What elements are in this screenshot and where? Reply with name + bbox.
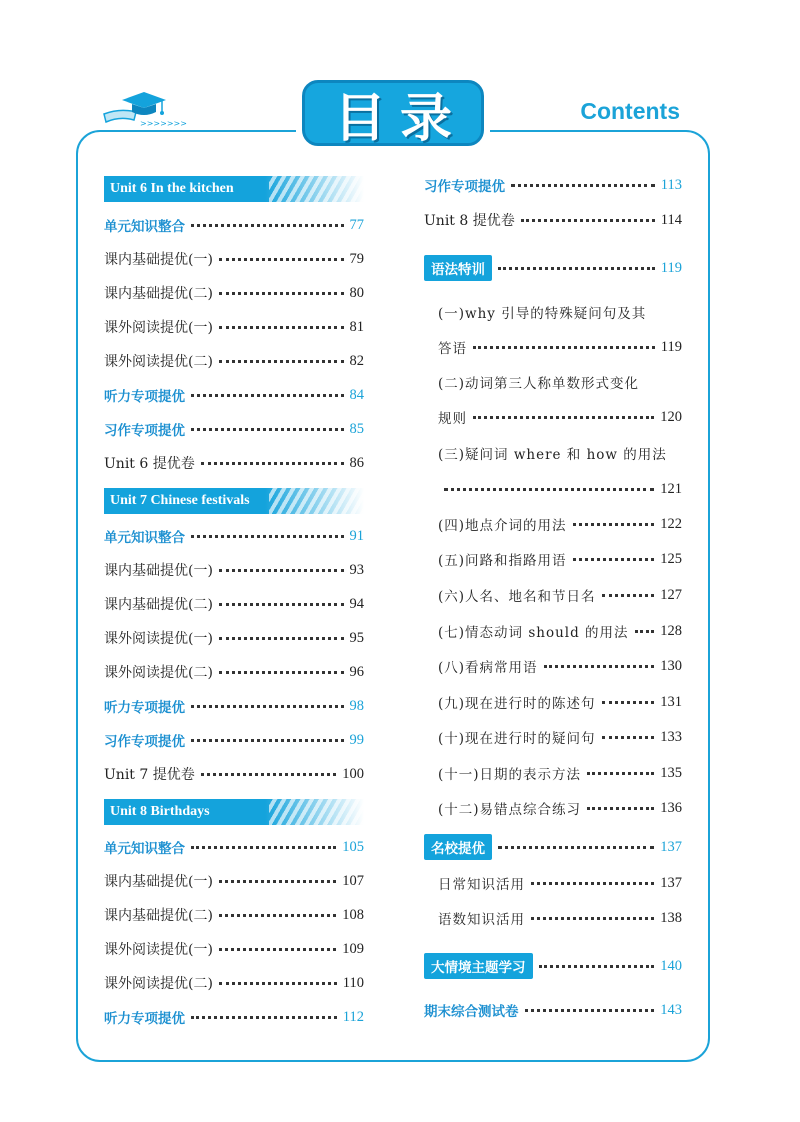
unit-banner (104, 799, 364, 825)
page-number: 96 (349, 663, 364, 680)
page-number: 125 (660, 550, 682, 567)
toc-entry[interactable] (438, 907, 682, 929)
page-number: 107 (342, 872, 364, 889)
entry-label: 单元知识整合 (104, 530, 185, 546)
toc-entry[interactable] (104, 870, 364, 892)
page-number: 99 (349, 731, 364, 748)
dot-leader (191, 428, 344, 431)
dot-leader (219, 360, 344, 363)
dot-leader (498, 846, 654, 849)
entry-label: (七)情态动词 should 的用法 (438, 625, 629, 641)
toc-entry[interactable] (104, 661, 364, 683)
dot-leader (201, 462, 344, 465)
page-number: 138 (660, 909, 682, 926)
section-tag: 语法特训 (424, 255, 492, 281)
entry-label: (四)地点介词的用法 (438, 518, 567, 534)
toc-entry[interactable] (438, 478, 682, 500)
dot-leader (219, 569, 344, 572)
toc-entry[interactable] (104, 384, 364, 406)
toc-entry[interactable] (438, 872, 682, 894)
toc-entry[interactable] (104, 525, 364, 547)
dot-leader (573, 558, 655, 561)
page-number: 108 (342, 906, 364, 923)
toc-entry[interactable] (104, 452, 364, 474)
entry-label: (一)why 引导的特殊疑问句及其 (438, 306, 647, 322)
page-number: 98 (349, 697, 364, 714)
dot-leader (219, 948, 336, 951)
dot-leader (219, 258, 344, 261)
page-number: 110 (342, 974, 364, 991)
toc-entry[interactable] (438, 371, 682, 393)
dot-leader (219, 671, 344, 674)
toc-entry[interactable] (104, 836, 364, 858)
toc-entry[interactable] (104, 763, 364, 785)
page-number: 120 (660, 408, 682, 425)
page-number: 140 (660, 957, 682, 974)
entry-label: 课外阅读提优(一) (104, 320, 213, 336)
toc-entry[interactable] (104, 729, 364, 751)
page-number: 79 (349, 250, 364, 267)
entry-label: (六)人名、地名和节日名 (438, 589, 596, 605)
dot-leader (219, 982, 337, 985)
toc-entry[interactable] (104, 938, 364, 960)
page-number: 77 (349, 216, 364, 233)
page-number: 85 (349, 420, 364, 437)
toc-entry[interactable] (438, 548, 682, 570)
entry-label: 规则 (438, 411, 467, 427)
toc-entry[interactable] (438, 336, 682, 358)
entry-label: 课外阅读提优(二) (104, 976, 213, 992)
dot-leader (602, 736, 655, 739)
entry-label: 单元知识整合 (104, 841, 185, 857)
page-number: 93 (349, 561, 364, 578)
page-number: 105 (342, 838, 364, 855)
dot-leader (191, 846, 336, 849)
page-number: 143 (660, 1001, 682, 1018)
page-number: 137 (660, 838, 682, 855)
entry-label: (十)现在进行时的疑问句 (438, 731, 596, 747)
dot-leader (602, 594, 655, 597)
dot-leader (191, 705, 344, 708)
entry-label: 课外阅读提优(二) (104, 354, 213, 370)
dot-leader (587, 772, 654, 775)
dot-leader (191, 535, 344, 538)
page-number: 122 (660, 515, 682, 532)
dot-leader (191, 1016, 337, 1019)
page-number: 80 (349, 284, 364, 301)
toc-entry[interactable] (438, 797, 682, 819)
page-number: 112 (342, 1008, 364, 1025)
toc-entry[interactable] (438, 442, 682, 464)
entry-label: 习作专项提优 (104, 734, 185, 750)
toc-entry[interactable] (438, 726, 682, 748)
toc-entry[interactable] (104, 282, 364, 304)
toc-entry[interactable] (438, 513, 682, 535)
entry-label: (十一)日期的表示方法 (438, 767, 582, 783)
toc-entry[interactable] (104, 972, 364, 994)
dot-leader (587, 807, 654, 810)
page-number: 114 (660, 211, 682, 228)
entry-label: Unit 7 提优卷 (104, 767, 195, 783)
dot-leader (573, 523, 655, 526)
contents-subtitle: Contents (580, 98, 680, 124)
unit-banner (104, 488, 364, 514)
entry-label: 课内基础提优(二) (104, 908, 213, 924)
unit-banner (104, 176, 364, 202)
page-number: 131 (660, 693, 682, 710)
dot-leader (539, 965, 655, 968)
toc-entry[interactable] (424, 174, 682, 196)
page-number: 127 (660, 586, 682, 603)
dot-leader (521, 219, 655, 222)
entry-label: 课外阅读提优(一) (104, 631, 213, 647)
toc-section-row[interactable] (424, 835, 682, 859)
toc-entry[interactable] (424, 209, 682, 231)
unit-banner-title: Unit 8 Birthdays (110, 804, 210, 819)
page-number: 119 (660, 338, 682, 355)
dot-leader (201, 773, 337, 776)
entry-label: (三)疑问词 where 和 how 的用法 (438, 447, 667, 463)
dot-leader (498, 267, 655, 270)
page-number: 135 (660, 764, 682, 781)
toc-entry[interactable] (438, 655, 682, 677)
toc-entry[interactable] (104, 350, 364, 372)
toc-section-row[interactable] (424, 256, 682, 280)
entry-label: 课内基础提优(二) (104, 286, 213, 302)
entry-label: (五)问路和指路用语 (438, 553, 567, 569)
dot-leader (191, 394, 344, 397)
dot-leader (219, 603, 344, 606)
dot-leader (191, 739, 344, 742)
page-number: 109 (342, 940, 364, 957)
section-tag: 名校提优 (424, 834, 492, 860)
dot-leader (219, 326, 344, 329)
entry-label: 听力专项提优 (104, 700, 185, 716)
entry-label: 听力专项提优 (104, 389, 185, 405)
page-number: 95 (349, 629, 364, 646)
page-title: 目录 (333, 88, 466, 149)
entry-label: Unit 6 提优卷 (104, 456, 195, 472)
dot-leader (219, 292, 344, 295)
dot-leader (473, 416, 654, 419)
svg-text:>>>>>>>: >>>>>>> (140, 119, 187, 128)
dot-leader (531, 882, 654, 885)
toc-entry[interactable] (438, 762, 682, 784)
dot-leader (544, 665, 655, 668)
toc-entry[interactable] (104, 593, 364, 615)
toc-entry[interactable] (104, 248, 364, 270)
toc-entry[interactable] (104, 627, 364, 649)
entry-label: 课内基础提优(一) (104, 874, 213, 890)
dot-leader (219, 880, 336, 883)
entry-label: 课外阅读提优(二) (104, 665, 213, 681)
section-tag: 大情境主题学习 (424, 953, 533, 979)
page-number: 84 (349, 386, 364, 403)
entry-label: 课内基础提优(二) (104, 597, 213, 613)
toc-entry[interactable] (104, 316, 364, 338)
dot-leader (219, 914, 336, 917)
page-number: 100 (342, 765, 364, 782)
page-number: 81 (349, 318, 364, 335)
page-number: 113 (660, 176, 682, 193)
entry-label: 课内基础提优(一) (104, 252, 213, 268)
entry-label: 答语 (438, 341, 467, 357)
dot-leader (511, 184, 655, 187)
unit-banner-title: Unit 7 Chinese festivals (110, 493, 250, 508)
page-number: 136 (660, 799, 682, 816)
entry-label: 日常知识活用 (438, 877, 525, 893)
page-number: 86 (349, 454, 364, 471)
toc-entry[interactable] (438, 584, 682, 606)
toc-entry[interactable] (104, 695, 364, 717)
page-number: 94 (349, 595, 364, 612)
page-number: 133 (660, 728, 682, 745)
title-box (302, 80, 484, 149)
toc-entry[interactable] (438, 691, 682, 713)
toc-entry[interactable] (104, 214, 364, 236)
entry-label: (九)现在进行时的陈述句 (438, 696, 596, 712)
entry-label: 单元知识整合 (104, 219, 185, 235)
dot-leader (444, 488, 654, 491)
toc-entry[interactable] (424, 999, 682, 1021)
entry-label: (八)看病常用语 (438, 660, 538, 676)
page-number: 130 (660, 657, 682, 674)
entry-label: (二)动词第三人称单数形式变化 (438, 376, 640, 392)
dot-leader (473, 346, 655, 349)
dot-leader (531, 917, 654, 920)
dot-leader (191, 224, 344, 227)
page-number: 119 (660, 259, 682, 276)
entry-label: 习作专项提优 (104, 423, 185, 439)
dot-leader (602, 701, 655, 704)
page-number: 137 (660, 874, 682, 891)
toc-entry[interactable] (104, 904, 364, 926)
entry-label: (十二)易错点综合练习 (438, 802, 582, 818)
entry-label: 习作专项提优 (424, 179, 505, 195)
graduation-cap-icon (100, 90, 187, 130)
entry-label: 期末综合测试卷 (424, 1004, 519, 1020)
toc-entry[interactable] (438, 301, 682, 323)
toc-entry[interactable] (104, 1006, 364, 1028)
toc-entry[interactable] (438, 620, 682, 642)
entry-label: 课内基础提优(一) (104, 563, 213, 579)
toc-entry[interactable] (104, 418, 364, 440)
entry-label: 课外阅读提优(一) (104, 942, 213, 958)
toc-entry[interactable] (438, 406, 682, 428)
dot-leader (219, 637, 344, 640)
entry-label: Unit 8 提优卷 (424, 213, 515, 229)
entry-label: 听力专项提优 (104, 1011, 185, 1027)
entry-label: 语数知识活用 (438, 912, 525, 928)
page-number: 82 (349, 352, 364, 369)
page-number: 128 (660, 622, 682, 639)
unit-banner-title: Unit 6 In the kitchen (110, 181, 234, 196)
toc-section-row[interactable] (424, 954, 682, 978)
dot-leader (525, 1009, 655, 1012)
toc-entry[interactable] (104, 559, 364, 581)
page-number: 121 (660, 480, 682, 497)
page-number: 91 (349, 527, 364, 544)
dot-leader (635, 630, 655, 633)
